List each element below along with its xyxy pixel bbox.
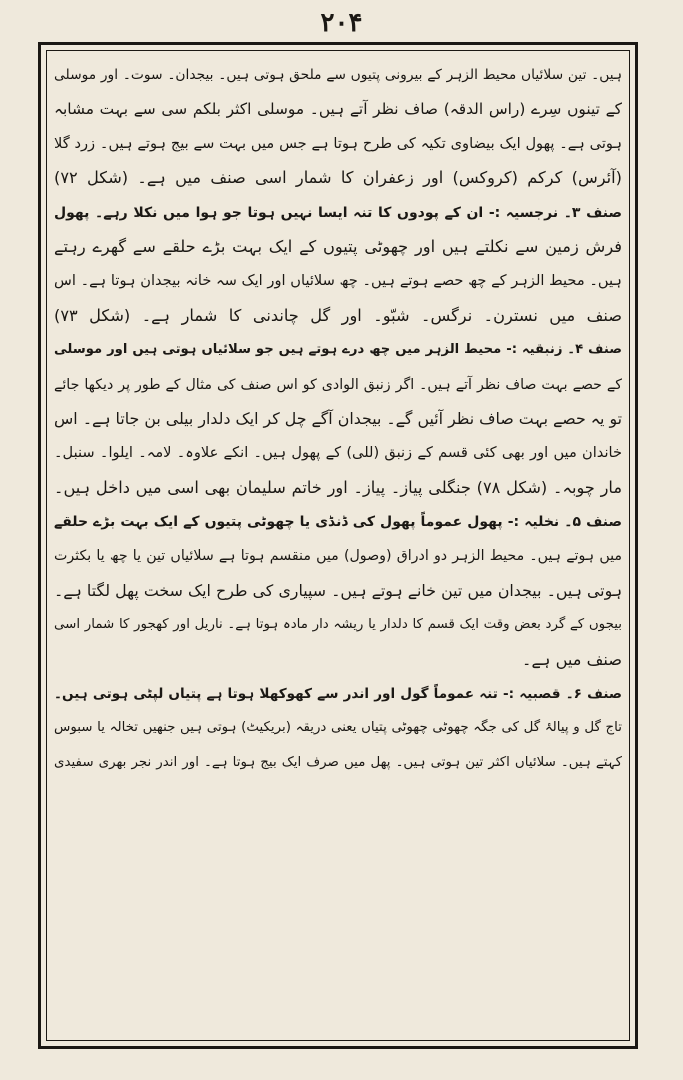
text-line: خاندان میں اور بھی کئی قسم کے زنبق (للی) کے پھول ہیں۔ انکے علاوہ۔ لامہ۔ ایلوا۔ سنبل۔ xyxy=(54,444,622,462)
section-heading-line: صنف ۵۔ نخلیہ :- پھول عموماً پھول کی ڈنڈی یا چھوٹی پتیوں کے ایک بہت بڑے حلقے xyxy=(54,514,622,531)
text-line: فرش زمین سے نکلتے ہیں اور چھوٹی پتیوں کے ایک بہت بڑے حلقے سے گھرے رہتے xyxy=(54,236,622,256)
section-heading-line: صنف ۴۔ زنبقیہ :- محیط الزہر میں چھ درے ہوتے ہیں جو سلائیاں ہوتی ہیں اور موسلی xyxy=(54,342,622,358)
text-line: بیجوں کے گرد بعض وقت ایک قسم کا دلدار یا ریشہ دار مادہ ہوتا ہے۔ ناریل اور کھجور کا شمار اسی xyxy=(54,617,622,633)
text-line: ہوتی ہیں۔ بیجدان میں تین خانے ہوتے ہیں۔ سپیاری کی طرح ایک سخت پھل لگتا ہے۔ xyxy=(54,580,622,600)
text-line: میں ہوتے ہیں۔ محیط الزہر دو ادراق (وصول) میں منقسم ہوتا ہے سلائیاں تین یا چھ یا بکثرت xyxy=(54,548,622,565)
text-line: ہیں۔ محیط الزہر کے چھ حصے ہوتے ہیں۔ چھ سلائیاں اور ایک سہ خانہ بیجدان ہوتا ہے۔ اس xyxy=(54,272,622,290)
text-line: صنف میں نسترن۔ نرگس۔ شبّو۔ اور گل چاندنی کا شمار ہے۔ (شکل ۷۳) xyxy=(54,305,622,325)
text-line: ہیں۔ تین سلائیاں محیط الزہر کے بیرونی پتیوں سے ملحق ہوتی ہیں۔ بیجدان۔ سوت۔ اور موسلی xyxy=(54,67,622,83)
page-number: ۲۰۴ xyxy=(320,8,363,38)
text-line: (آئرس) کرکم (کروکس) اور زعفران کا شمار اسی صنف میں ہے۔ (شکل ۷۲) xyxy=(54,168,622,188)
body-text xyxy=(54,58,622,1042)
text-line: کے تینوں سِرے (راس الدقہ) صاف نظر آتے ہیں۔ موسلی اکثر بلکم سی سے بہت مشابہ xyxy=(54,100,622,119)
text-line: تو یہ حصے بہت صاف نظر آئیں گے۔ بیجدان آگے چل کر ایک دلدار بیلی بن جاتا ہے۔ اس xyxy=(54,408,622,428)
section-heading-line: صنف ۶۔ قصبیہ :- تنہ عموماً گول اور اندر سے کھوکھلا ہوتا ہے پتیاں لپٹی ہوتی ہیں۔ xyxy=(54,686,622,703)
text-line: مار چوبہ۔ (شکل ۷۸) جنگلی پیاز۔ پیاز۔ اور خاتم سلیمان بھی اسی میں داخل ہیں۔ xyxy=(54,477,622,497)
section-heading-line: صنف ۳۔ نرجسیہ :- ان کے پودوں کا تنہ ایسا نہیں ہوتا جو ہوا میں نکلا رہے۔ پھول xyxy=(54,204,622,221)
text-line: صنف میں ہے۔ xyxy=(521,649,622,669)
text-line: تاج گل و پیالۂ گل کی جگہ چھوٹی چھوٹی پتیاں یعنی دریقہ (بریکیٹ) ہوتی ہیں جنھیں تخالہ یا سبوس xyxy=(54,720,622,736)
text-line: کہتے ہیں۔ سلائیاں اکثر تین ہوتی ہیں۔ پھل میں صرف ایک بیج ہوتا ہے۔ اور اندر نجر بھری سفیدی xyxy=(54,754,622,770)
text-line: ہوتی ہے۔ پھول ایک بیضاوی تکیہ کی طرح ہوتا ہے جس میں بہت سے بیج ہوتے ہیں۔ زرد گلا xyxy=(54,134,622,152)
text-line: کے حصے بہت صاف نظر آتے ہیں۔ اگر زنبق الوادی کو اس صنف کی مثال کے طور پر دیکھا جائے xyxy=(54,376,622,393)
